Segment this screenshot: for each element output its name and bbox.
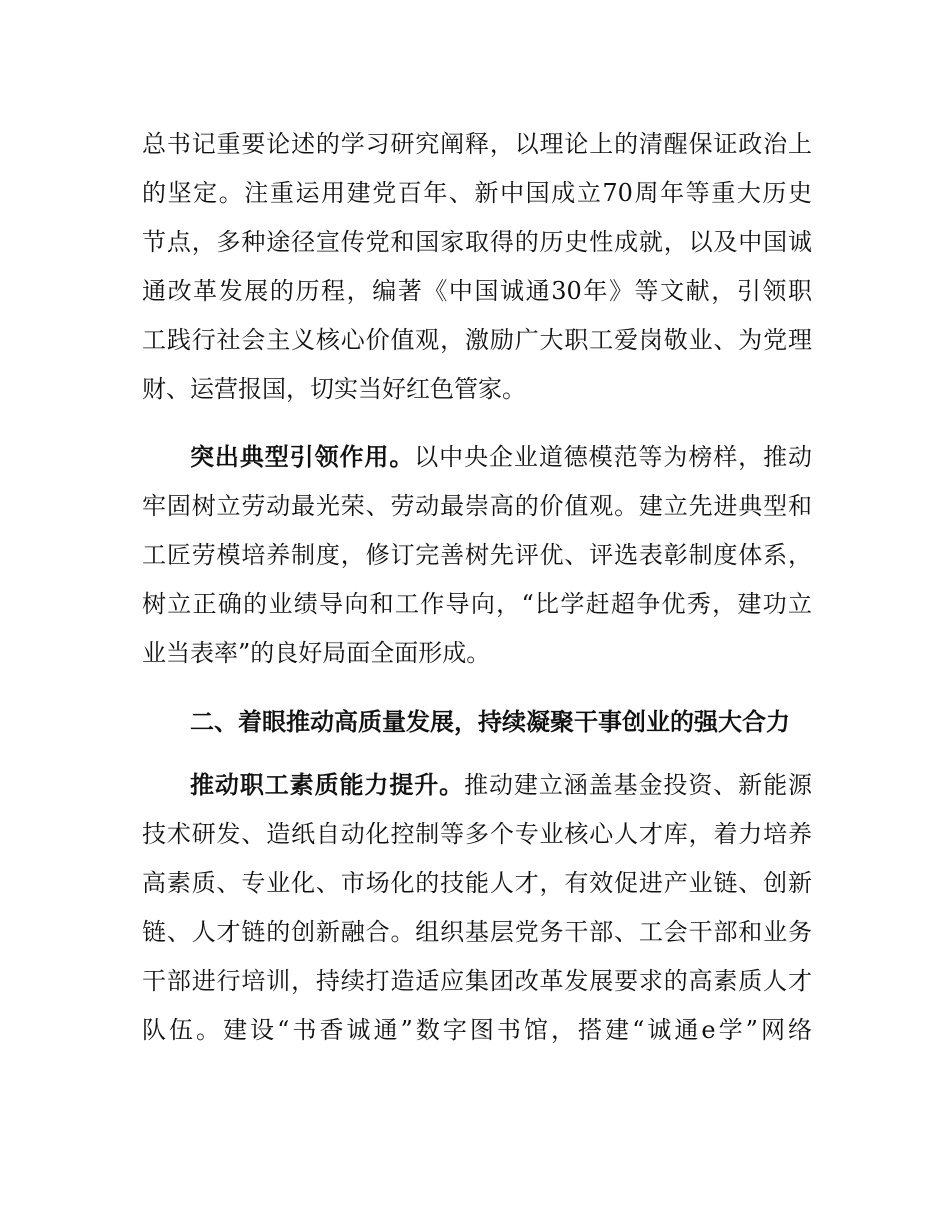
paragraph-2-line-1 — [190, 437, 812, 477]
paragraph-1-line-1: 总书记重要论述的学习研究阐释，以理论上的清醒保证政治上 — [142, 130, 812, 158]
section-heading: 二、着眼推动高质量发展，持续凝聚干事创业的强大合力 — [190, 708, 790, 736]
paragraph-2-first-line-text: 以中央企业道德模范等为榜样，推动 — [414, 443, 812, 471]
paragraph-2-line-5: 业当表率”的良好局面全面形成。 — [142, 639, 491, 667]
paragraph-3-first-line-text: 推动建立涵盖基金投资、新能源 — [464, 771, 813, 799]
paragraph-2-line-3: 工匠劳模培养制度，修订完善树先评优、评选表彰制度体系， — [142, 541, 812, 569]
paragraph-2-line-4: 树立正确的业绩导向和工作导向，“比学赶超争优秀，建功立 — [142, 590, 812, 618]
paragraph-3-line-1 — [190, 765, 812, 805]
paragraph-1-line-3: 节点，多种途径宣传党和国家取得的历史性成就，以及中国诚 — [142, 228, 812, 256]
paragraph-3-line-3: 高素质、专业化、市场化的技能人才，有效促进产业链、创新 — [142, 869, 812, 897]
paragraph-3-line-4: 链、人才链的创新融合。组织基层党务干部、工会干部和业务 — [142, 918, 812, 946]
paragraph-1-line-6: 财、运营报国，切实当好红色管家。 — [142, 375, 526, 403]
paragraph-1-line-4: 通改革发展的历程，编著《中国诚通30年》等文献，引领职 — [142, 277, 812, 305]
paragraph-2-lead: 突出典型引领作用。 — [190, 443, 415, 471]
paragraph-1-line-5: 工践行社会主义核心价值观，激励广大职工爱岗敬业、为党理 — [142, 326, 812, 354]
paragraph-1-line-2: 的坚定。注重运用建党百年、新中国成立70周年等重大历史 — [142, 179, 812, 207]
paragraph-3-line-2: 技术研发、造纸自动化控制等多个专业核心人才库，着力培养 — [142, 820, 812, 848]
paragraph-3-line-6: 队伍。建设“书香诚通”数字图书馆，搭建“诚通e学”网络 — [142, 1016, 812, 1044]
paragraph-3-lead: 推动职工素质能力提升。 — [190, 771, 465, 799]
paragraph-2-line-2: 牢固树立劳动最光荣、劳动最崇高的价值观。建立先进典型和 — [142, 492, 812, 520]
paragraph-3-line-5: 干部进行培训，持续打造适应集团改革发展要求的高素质人才 — [142, 967, 812, 995]
